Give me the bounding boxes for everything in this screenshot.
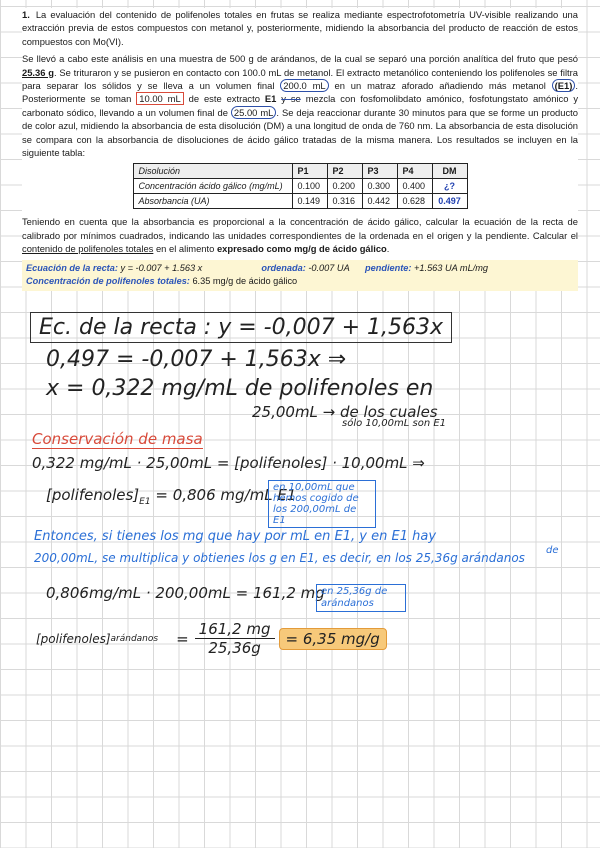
table-cell: 0.100 [292, 179, 327, 194]
hw-line-final [36, 620, 387, 657]
hw-note-box: en 10,00mL que hemos cogido de los 200,00mL de E1 [268, 480, 376, 528]
text-fragment: . Se deja reaccionar durante 30 minutos para que se forme un producto de color azul, midiendo la absorbancia de esta disolución (DM) a una longitud de onda de 760 nm. La absorbancia de esta disolución se compara con la absorbancia de disoluciones de ácido gálico tratadas de la misma manera. Los resultados se incluyen en la siguiente tabla: [22, 106, 578, 159]
table-cell: 0.316 [327, 194, 362, 209]
problem-statement [22, 8, 578, 291]
text-fragment: en un matraz aforado añadiendo más metanol [334, 80, 546, 92]
answer-box [22, 260, 578, 291]
answer-value: 6.35 mg/g de ácido gálico [192, 276, 298, 287]
answer-line-1 [26, 262, 574, 276]
hw-term: = [176, 629, 189, 648]
hw-term: 0,806mg/mL · 200,00mL = 161,2 mg [46, 584, 325, 602]
table-row [133, 179, 467, 194]
hw-line-concentration-e1 [46, 486, 296, 507]
aliquot-volume-boxed: 10.00 mL [136, 92, 183, 105]
table-header: P3 [362, 164, 397, 179]
problem-number: 1. [22, 9, 30, 20]
table-cell: 0.442 [362, 194, 397, 209]
hw-numerator: 161,2 mg [195, 620, 275, 639]
answer-label: pendiente: [365, 262, 412, 273]
problem-paragraph-2 [22, 52, 578, 159]
hw-subscript: E1 [139, 497, 151, 507]
text-fragment: Teniendo en cuenta que la absorbancia es proporcional a la concentración de ácido gálico, calcular la ecuación de la recta de calibrado por mínimos cuadrados, indicando las unidades correspondientes de la ordenada en el origen y la pendiente. Calcular el [22, 216, 578, 241]
dm-volume-circled: 25.00 mL [231, 106, 276, 119]
table-cell: 0.400 [397, 179, 432, 194]
table-cell: 0.200 [327, 179, 362, 194]
problem-text-1: La evaluación del contenido de polifenoles totales en frutas se realiza mediante espectrofotometría UV-visible realizando una extracción previa de estos compuestos con metanol y, posteriormente, midiendo la absorbancia del producto de reacción de estos compuestos con Mo(VI). [22, 9, 578, 47]
text-fragment: . [386, 243, 390, 255]
problem-paragraph-1 [22, 8, 578, 48]
table-cell: Concentración ácido gálico (mg/mL) [133, 179, 292, 194]
table-cell: 0.149 [292, 194, 327, 209]
hw-explanation-2: 200,00mL, se multiplica y obtienes los g en E1, es decir, en los 25,36g arándanos [34, 551, 525, 565]
answer-label: Concentración de polifenoles totales: [26, 276, 190, 287]
answer-label: ordenada: [261, 262, 306, 273]
text-fragment: en el alimento [155, 243, 215, 255]
hw-line-total-mass [46, 584, 325, 602]
hw-final-result: = 6,35 mg/g [279, 628, 387, 650]
answer-value: y = -0.007 + 1.563 x [120, 262, 203, 273]
hw-line-solution-x: x = 0,322 mg/mL de polifenoles en [46, 376, 434, 401]
answer-label: Ecuación de la recta: [26, 262, 118, 273]
hw-subscript: arándanos [110, 633, 159, 644]
hw-explanation-1: Entonces, si tienes los mg que hay por mL en E1, y en E1 hay [34, 529, 437, 544]
table-row [133, 164, 467, 179]
bold-text: expresado como mg/g de ácido gálico [216, 243, 387, 255]
hw-note-box-2: en 25,36g de arándanos [316, 584, 406, 612]
table-cell: ¿? [432, 179, 467, 194]
hw-line-note-2: sólo 10,00mL son E1 [342, 418, 447, 429]
table-header: P2 [327, 164, 362, 179]
table-header: P1 [292, 164, 327, 179]
table-cell: Absorbancia (UA) [133, 194, 292, 209]
text-fragment: mezcla con fosfomolibdato amónico, fosfotungstato amónico y carbonato sódico, llevando a un volumen final de [22, 93, 579, 118]
hw-explanation-de: de [546, 545, 559, 556]
hw-line-equation: Ec. de la recta : y = -0,007 + 1,563x [30, 312, 452, 343]
text-fragment: . Se trituraron y se pusieron en contacto con 100.0 mL de metanol. El extracto metanólico conteniendo los polifenoles se filtra para separar los sólidos y se lleva a un volumen final [22, 66, 578, 92]
table-row [133, 194, 467, 209]
answer-value: +1.563 UA mL/mg [414, 262, 489, 273]
hw-term: = 0,806 mg/mL E1 [155, 486, 297, 504]
hw-term: [polifenoles] [46, 486, 140, 504]
hw-term: [polifenoles] [36, 631, 111, 646]
problem-paragraph-3 [22, 215, 578, 255]
hw-denominator: 25,36g [208, 639, 261, 657]
hw-fraction [195, 620, 275, 657]
table-header: DM [432, 164, 467, 179]
text-fragment: . Posteriormente se toman [22, 80, 578, 105]
text-fragment: Se llevó a cabo este análisis en una muestra de 500 g de arándanos, de la cual se separó una porción analítica del fruto que pesó [22, 53, 578, 65]
table-cell: 0.628 [397, 194, 432, 209]
hw-line-mass-balance: 0,322 mg/mL · 25,00mL = [polifenoles] · 10,00mL ⇒ [32, 454, 425, 472]
sample-mass: 25.36 g [22, 66, 54, 78]
table-cell: 0.497 [432, 194, 467, 209]
hw-line-substitution: 0,497 = -0,007 + 1,563x ⇒ [46, 347, 347, 372]
extract-label: E1 [264, 93, 277, 105]
underlined-text: contenido de polifenoles totales [22, 243, 154, 255]
final-volume-circled: 200.0 mL [280, 79, 328, 92]
extract-label-circled: (E1) [552, 79, 576, 92]
results-table [133, 163, 468, 209]
table-header: Disolución [133, 164, 292, 179]
table-header: P4 [397, 164, 432, 179]
answer-line-2 [26, 275, 574, 289]
hw-line-note-1: 25,00mL → de los cuales [252, 403, 438, 421]
hw-section-heading: Conservación de masa [32, 430, 203, 448]
text-fragment: de este extracto [188, 93, 260, 105]
struck-text: y se [281, 93, 301, 105]
answer-value: -0.007 UA [308, 262, 350, 273]
table-cell: 0.300 [362, 179, 397, 194]
